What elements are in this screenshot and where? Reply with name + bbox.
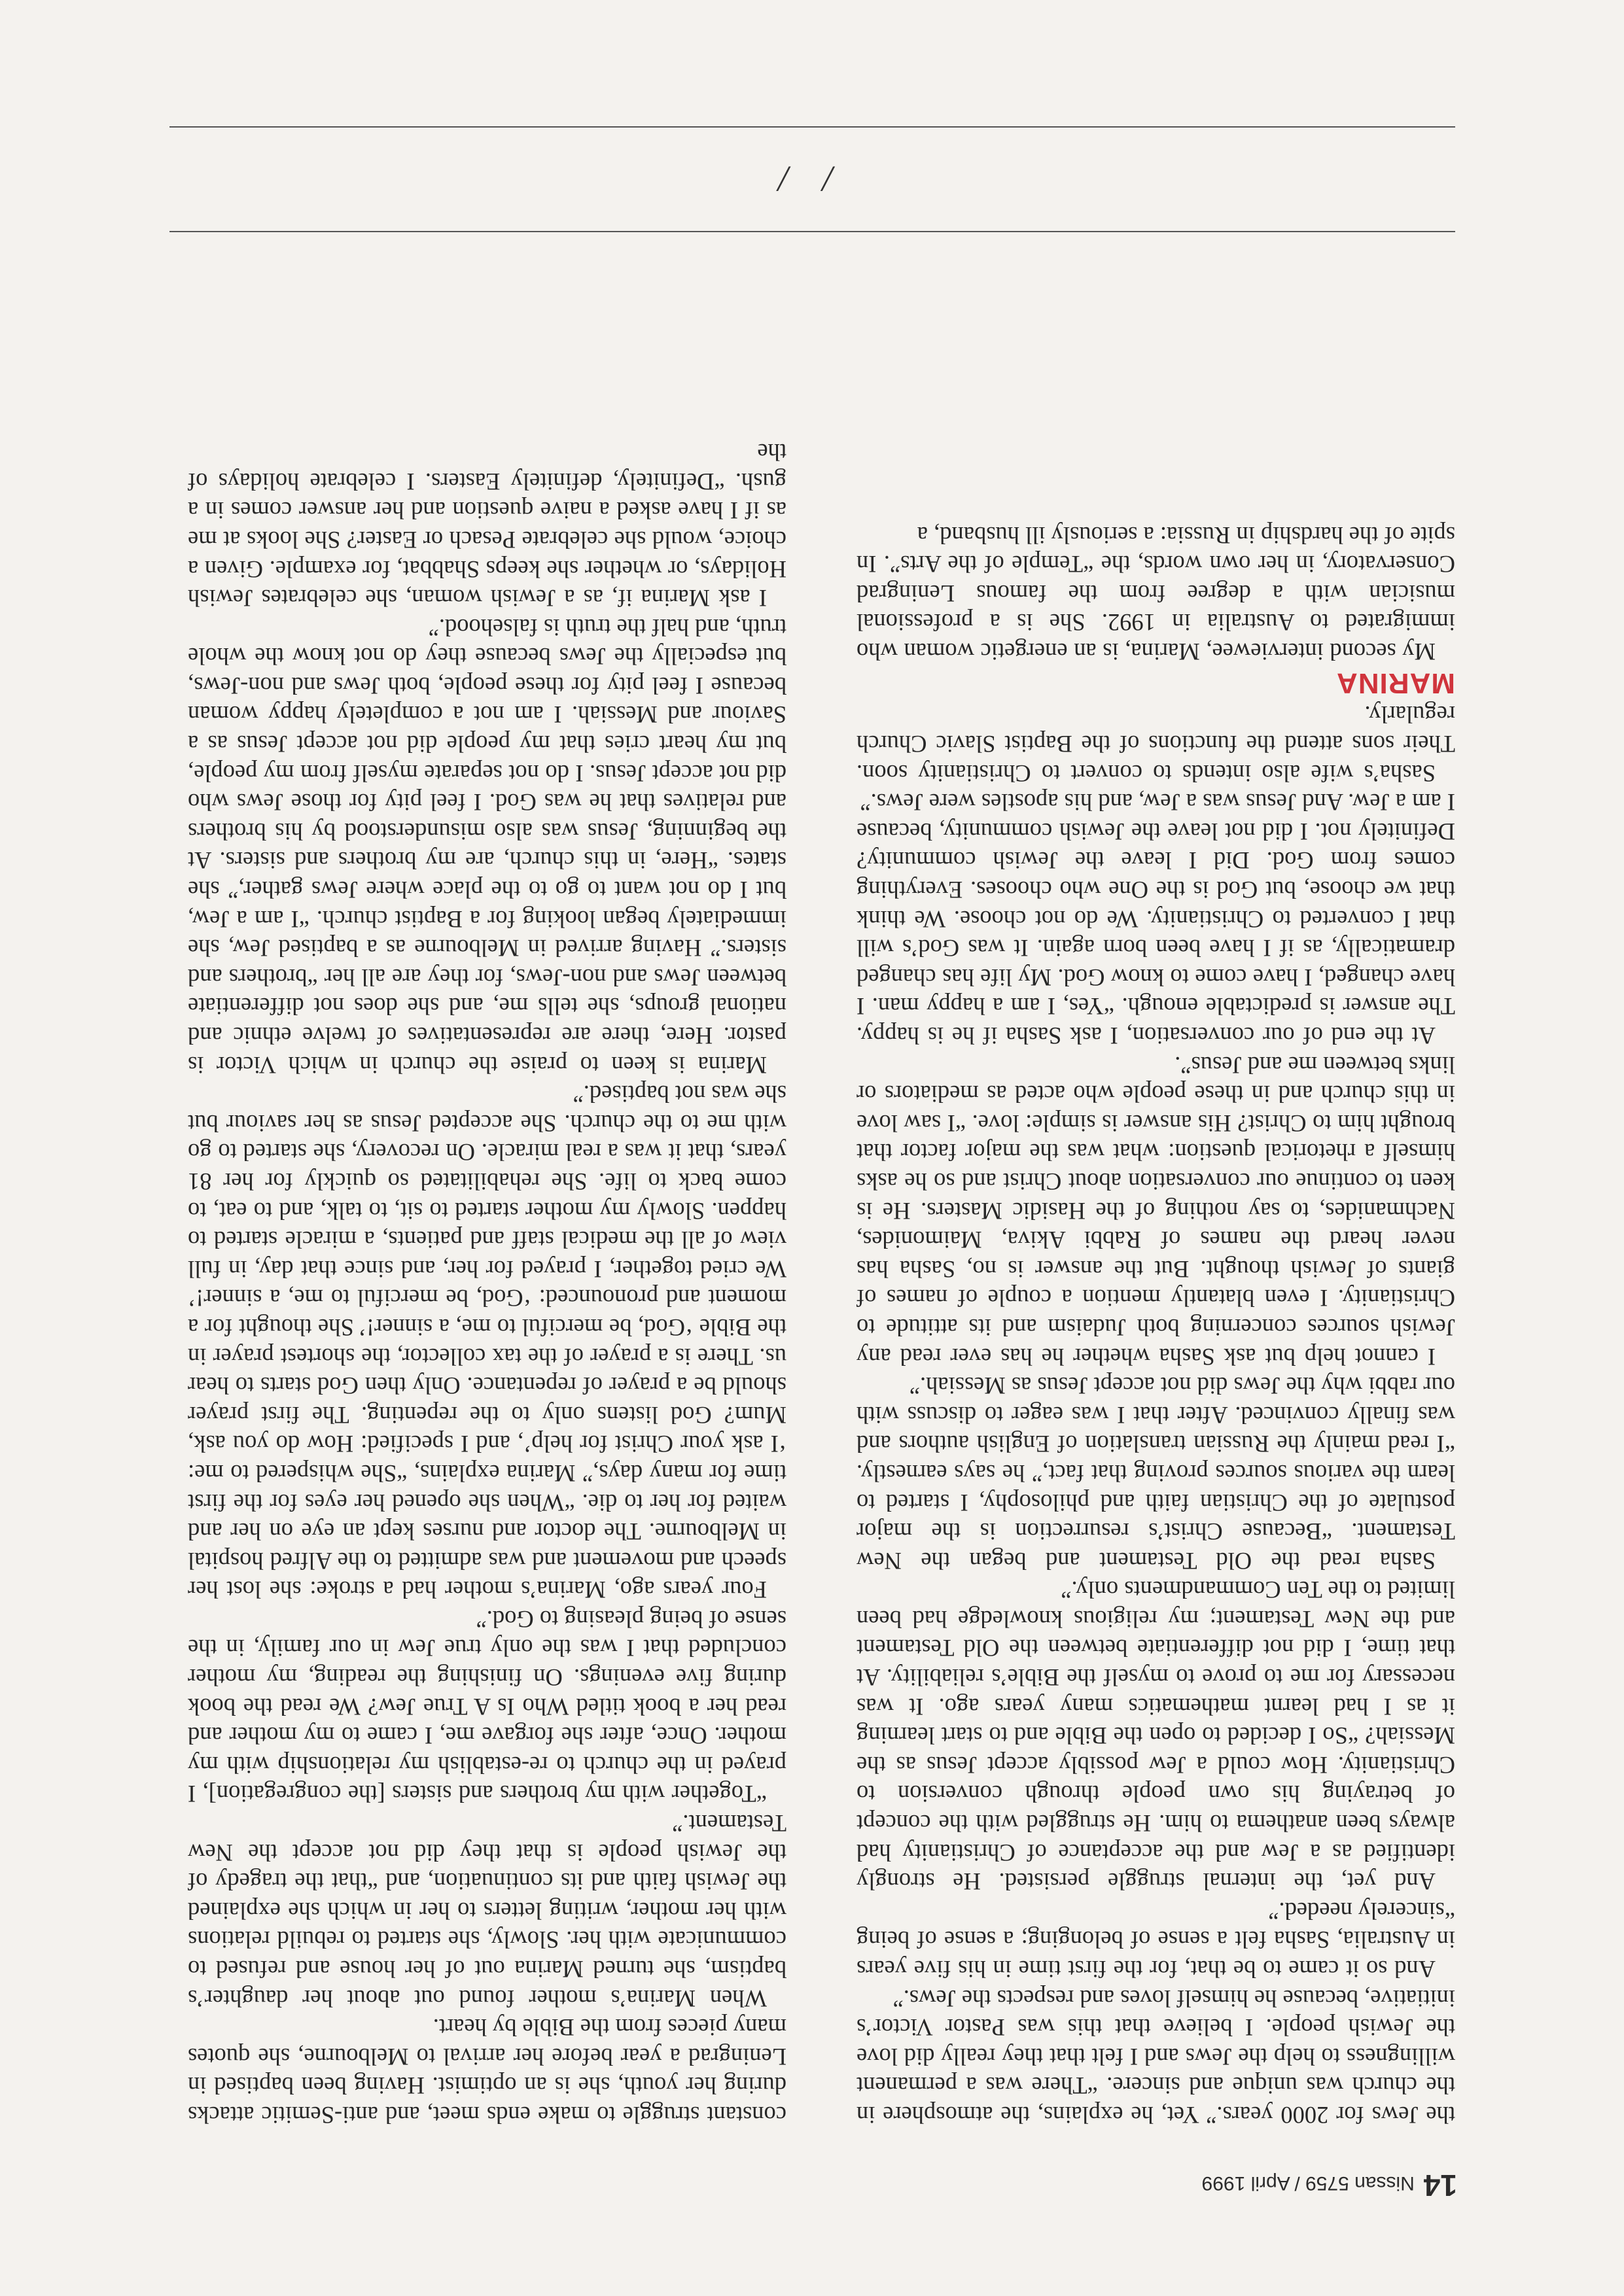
paragraph: And yet, the internal struggle persisted. He strongly identified as a Jew and the acceptance of Christianity had always been anathema to him. He struggled with the concept of betraying his own people through conversion to Christianity. How could a Jew possibly accept Jesus as the Messiah? “So I decided to open the Bible and to start learning it as I had learnt mathematics many years ago. It was necessary for me to prove to myself the Bible’s reliability. At that time, I did not differentiate between the Old Testament and the New Testament; my religious knowledge had been limited to the Ten Commandments only.” (856, 1576, 1455, 1896)
section-heading: MARINA (1336, 667, 1455, 699)
footer-rule-top (169, 231, 1455, 232)
page-number: 14 (1423, 2168, 1457, 2202)
footer-slash-left: / (823, 158, 834, 199)
paragraph: When Marina’s mother found out about her daughter’s baptism, she turned Marina out of her house and refused to communicate with her. Slowly, she started to rebuild relations with her mother, writing letters to her in which she explained the Jewish faith and its continuation, and “that the tragedy of the Jewish people is that they did not accept the New Testament.” (188, 1810, 786, 2012)
paragraph: I cannot help but ask Sasha whether he has ever read any Jewish sources concerning both Judaism and its attitude to Christianity. I even blatantly mention a couple of names of giants of Jewish thought. But the answer is no, Sasha has never heard the names of Rabbi Akiva, Maimonides, Nachmanides, to say nothing of the Hasidic Masters. He is keen to continue our conversation about Christ and so he asks himself a rhetorical question: what was the major factor that brought him to Christ? His answer is simple: love. “I saw love in this church and in these people who acted as mediators or links between me and Jesus”. (856, 1051, 1455, 1370)
right-column (188, 438, 786, 2129)
paragraph: “Together with my brothers and sisters [the congregation], I prayed in the church to re-establish my relationship with my mother. Once, after she forgave me, I came to my mother and read her a book titled Who Is A True Jew? We read the book during five evenings. On finishing the reading, my mother concluded that I was the only true Jew in our family, in the sense of being pleasing to God.” (188, 1605, 786, 1808)
paragraph: the Jews for 2000 years.” Yet, he explains, the atmosphere in the church was unique and sincere. “There was a permanent willingness to help the Jews and I felt that they really did love the Jewish people. I believe that this was Pastor Victor’s initiative, because he himself loves and respects the Jews.” (856, 1985, 1455, 2129)
paragraph: Sasha read the Old Testament and began the New Testament. “Because Christ’s resurrection is the major postulate of the Christian faith and philosophy, I started to learn the various sources proving that fact,” he says earnestly. “I read mainly the Russian translation of English authors and was finally convinced. After that I was eager to discuss with our rabbi why the Jews did not accept Jesus as Messiah.” (856, 1372, 1455, 1574)
issue-date: Nissan 5759 / April 1999 (1201, 2172, 1415, 2194)
paragraph: I ask Marina if, as a Jewish woman, she celebrates Jewish Holidays, or whether she keeps Shabbat, for example. Given a choice, would she celebrate Pesach or Easter? She looks at me as if I have asked a naive question and her answer comes in a gush. “Definitely, definitely Easters. I celebrate holidays of the (188, 439, 786, 612)
left-column (856, 520, 1455, 2129)
paragraph: At the end of our conversation, I ask Sasha if he is happy. The answer is predictable enough. “Yes, I am a happy man. I have changed, I have come to know God. My life has changed dramatically, as if I have been born again. It was God’s will that I converted to Christianity. We do not choose. We think that we choose, but God is the One who chooses. Everything comes from God. Did I leave the Jewish community? Definitely not. I did not leave the Jewish community, because I am a Jew. And Jesus was a Jew, and his apostles were Jews.” (856, 789, 1455, 1050)
footer-rule-bottom (169, 126, 1455, 128)
paragraph: Sasha’s wife also intends to convert to Christianity soon. Their sons attend the functions of the Baptist Slavic Church regularly. (856, 701, 1455, 787)
paragraph: constant struggle to make ends meet, and anti-Semitic attacks during her youth, she is an optimist. Having been baptised in Leningrad a year before her arrival to Melbourne, she quotes many pieces from the Bible by heart. (188, 2014, 786, 2129)
paragraph: And so it came to be that, for the first time in his five years in Australia, Sasha felt a sense of belonging; a sense of being “sincerely needed.” (856, 1897, 1455, 1983)
paragraph: Four years ago, Marina’s mother had a stroke: she lost her speech and movement and was admitted to the Alfred hospital in Melbourne. The doctor and nurses kept an eye on her and waited for her to die. “When she opened her eyes for the first time for many days,” Marina explains, “She whispered to me: ‘I ask your Christ for help’, and I specified: How do you ask, Mum? God listens only to the repenting. The first prayer should be a prayer of repentance. Only then God starts to hear us. There is a prayer of the tax collector, the shortest prayer in the Bible ‘God, be merciful to me, a sinner!’ She thought for a moment and pronounced: ‘God, be merciful to me, a sinner!’ We cried together, I prayed for her, and since that day, in full view of all the medical staff and patients, a miracle started to happen. Slowly my mother started to sit, to talk, and to eat, to come back to life. She rehabilitated so quickly for her 81 years, that it was a real miracle. On recovery, she started to go with me to the church. She accepted Jesus as her saviour but she was not baptised.” (188, 1081, 786, 1604)
footer-mark (695, 158, 917, 200)
folio (1202, 2168, 1457, 2203)
paragraph: Marina is keen to praise the church in which Victor is pastor. Here, there are representatives of twelve ethnic and national groups, she tells me, and she does not differentiate between Jews and non-Jews, for they are all her “brothers and sisters.” Having arrived in Melbourne as a baptised Jew, she immediately began looking for a Baptist church. “I am a Jew, but I do not want to go to the place where Jews gather,” she states. “Here, in this church, are my brothers and sisters. At the beginning, Jesus was also misunderstood by his brothers and relatives that he was God. I feel pity for those Jews who did not accept Jesus. I do not separate myself from my people, but my heart cries that my people did not accept Jesus as a Saviour and Messiah. I am not a completely happy woman because I feel pity for these people, both Jews and non-Jews, but especially the Jews because they do not know the whole truth, and half the truth is falsehood.” (188, 614, 786, 1079)
footer-slash-right: / (779, 158, 789, 199)
paragraph: My second interviewee, Marina, is an energetic woman who immigrated to Australia in 1992. She is a professional musician with a degree from the famous Leningrad Conservatory, in her own words, the “Temple of the Arts”. In spite of the hardship in Russia: a seriously ill husband, a (856, 521, 1455, 665)
